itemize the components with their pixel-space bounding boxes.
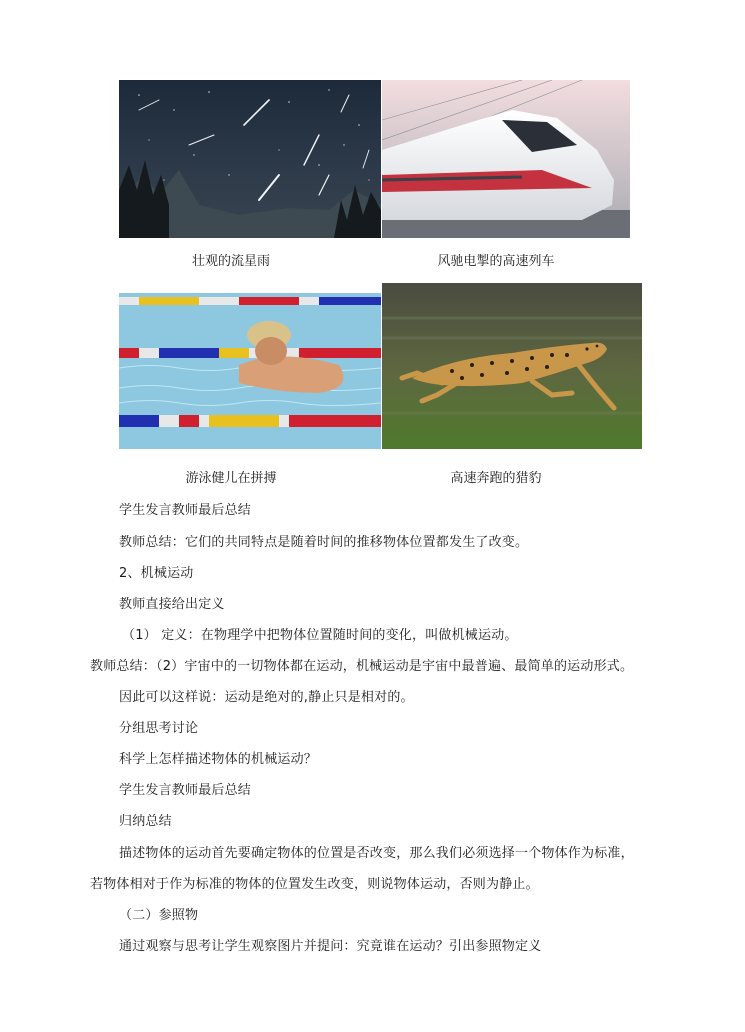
text-line-5: （1） 定义：在物理学中把物体位置随时间的变化，叫做机械运动。 <box>122 628 518 643</box>
caption-swimmer: 游泳健儿在拼搏 <box>185 471 277 486</box>
text-line-2: 教师总结：它们的共同特点是随着时间的推移物体位置都发生了改变。 <box>119 535 529 550</box>
text-line-8: 分组思考讨论 <box>119 721 199 736</box>
text-line-13: 若物体相对于作为标准的物体的位置发生改变，则说物体运动，否则为静止。 <box>90 877 539 892</box>
caption-train: 风驰电掣的高速列车 <box>437 254 555 269</box>
text-line-10: 学生发言教师最后总结 <box>119 783 252 798</box>
text-line-3: 2、机械运动 <box>119 566 194 581</box>
caption-cheetah: 高速奔跑的猎豹 <box>450 471 542 486</box>
text-line-9: 科学上怎样描述物体的机械运动？ <box>119 752 318 767</box>
text-line-11: 归纳总结 <box>119 814 172 829</box>
swimmer-photo <box>119 293 381 449</box>
cheetah-photo <box>382 283 642 449</box>
text-line-12: 描述物体的运动首先要确定物体的位置是否改变，那么我们必须选择一个物体作为标准， <box>119 846 634 861</box>
text-line-14: （二）参照物 <box>119 908 199 923</box>
high-speed-train-photo <box>382 80 630 238</box>
caption-meteor: 壮观的流星雨 <box>191 254 270 269</box>
text-line-4: 教师直接给出定义 <box>119 597 225 612</box>
text-line-15: 通过观察与思考让学生观察图片并提问：究竟谁在运动？引出参照物定义 <box>119 939 542 954</box>
meteor-shower-photo <box>119 80 381 238</box>
text-line-6: 教师总结：（2）宇宙中的一切物体都在运动，机械运动是宇宙中最普遍、最简单的运动形式。 <box>90 659 634 674</box>
text-line-1: 学生发言教师最后总结 <box>119 503 252 518</box>
text-line-7: 因此可以这样说：运动是绝对的,静止只是相对的。 <box>119 690 414 705</box>
